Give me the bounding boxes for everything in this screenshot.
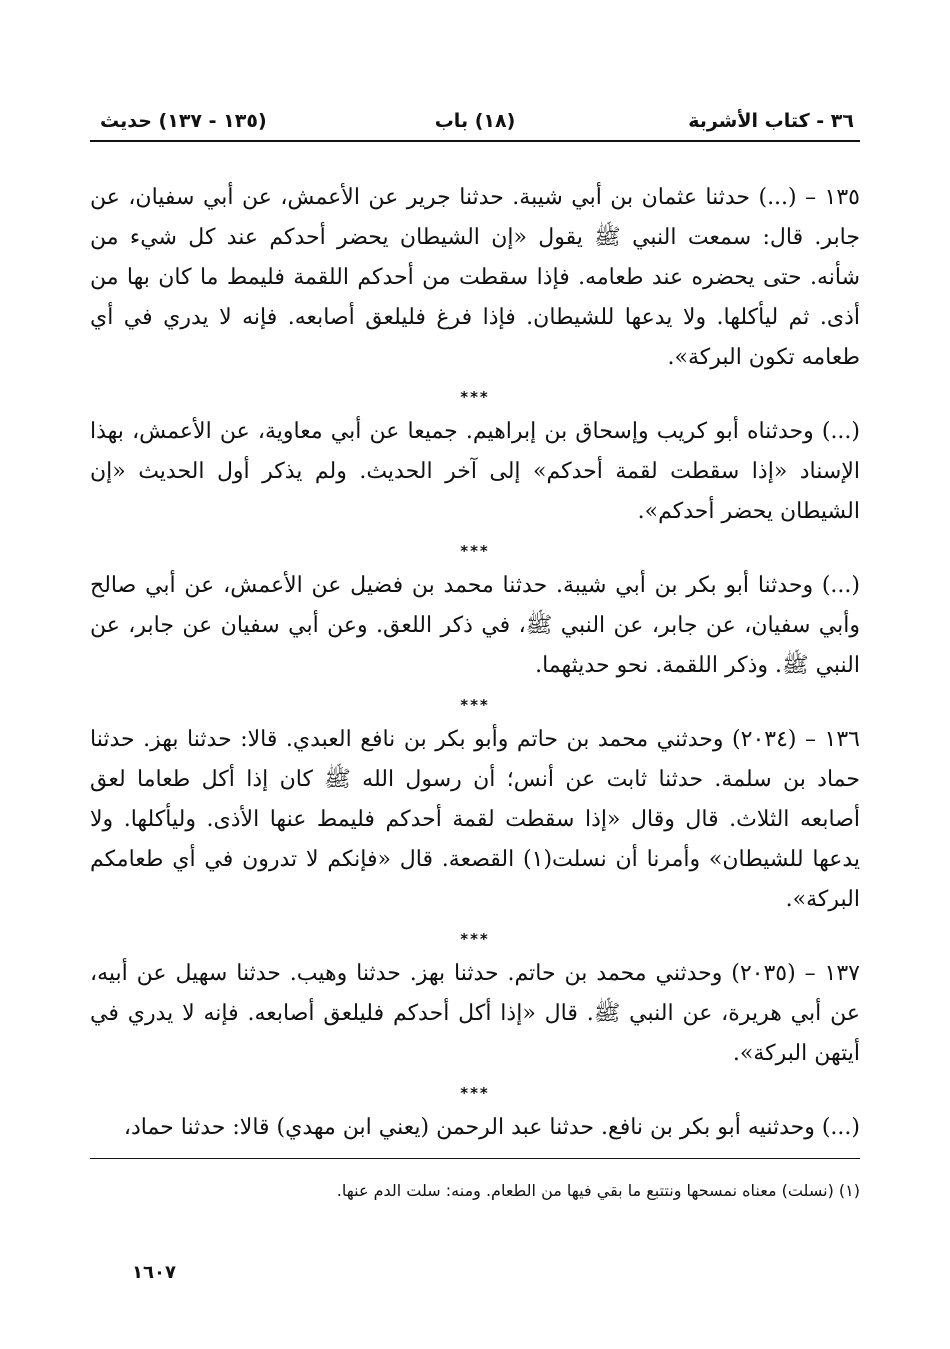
footnote: (١) (نسلت) معناه نمسحها ونتتبع ما بقي فيها من الطعام. ومنه: سلت الدم عنها. — [336, 1181, 860, 1200]
section-separator: *** — [460, 542, 490, 560]
main-text — [90, 178, 860, 1148]
hadith-paragraph: ١٣٥ – (...) حدثنا عثمان بن أبي شيبة. حدثنا جرير عن الأعمش، عن أبي سفيان، عن جابر. قال: سمعت النبي ﷺ يقول «إن الشيطان يحضر أحدكم عند كل شيء من شأنه. حتى يحضره عند طعامه. فإذا سقطت من أحدكم اللقمة فليمط ما كان بها من أذى. ثم ليأكلها. ولا يدعها للشيطان. فإذا فرغ فليلعق أصابعه. فإنه لا يدري في أي طعامه تكون البركة». — [90, 185, 860, 370]
section-separator: *** — [460, 388, 490, 406]
hadith-range: (١٣٥ - ١٣٧) حديث — [100, 110, 267, 132]
hadith-paragraph: (...) وحدثنيه أبو بكر بن نافع. حدثنا عبد الرحمن (يعني ابن مهدي) قالا: حدثنا حماد، — [123, 1115, 860, 1140]
footnote-divider — [90, 1158, 860, 1159]
running-header — [90, 100, 860, 142]
hadith-paragraph: ١٣٦ – (٢٠٣٤) وحدثني محمد بن حاتم وأبو بكر بن نافع العبدي. قالا: حدثنا بهز. حدثنا حماد بن سلمة. حدثنا ثابت عن أنس؛ أن رسول الله ﷺ كان إذا أكل طعاما لعق أصابعه الثلاث. قال وقال «إذا سقطت لقمة أحدكم فليمط عنها الأذى. وليأكلها. ولا يدعها للشيطان» وأمرنا أن نسلت(١) القصعة. قال «فإنكم لا تدرون في أي طعامكم البركة». — [90, 727, 861, 912]
section-separator: *** — [460, 930, 490, 948]
hadith-paragraph: (...) وحدثناه أبو كريب وإسحاق بن إبراهيم. جميعا عن أبي معاوية، عن الأعمش، بهذا الإسناد «إذا سقطت لقمة أحدكم» إلى آخر الحديث. ولم يذكر أول الحديث «إن الشيطان يحضر أحدكم». — [90, 419, 861, 524]
chapter-label: (١٨) باب — [434, 110, 516, 132]
book-title: ٣٦ - كتاب الأشربة — [688, 110, 854, 132]
section-separator: *** — [460, 1084, 490, 1102]
page-number: ١٦٠٧ — [132, 1262, 176, 1283]
hadith-paragraph: (...) وحدثنا أبو بكر بن أبي شيبة. حدثنا محمد بن فضيل عن الأعمش، عن أبي صالح وأبي سفيان، عن جابر، عن النبي ﷺ، في ذكر اللعق. وعن أبي سفيان عن جابر، عن النبي ﷺ. وذكر اللقمة. نحو حديثهما. — [90, 573, 860, 678]
hadith-paragraph: ١٣٧ – (٢٠٣٥) وحدثني محمد بن حاتم. حدثنا بهز. حدثنا وهيب. حدثنا سهيل عن أبيه، عن أبي هريرة، عن النبي ﷺ. قال «إذا أكل أحدكم فليلعق أصابعه. فإنه لا يدري في أيتهن البركة». — [90, 961, 860, 1066]
document-page — [90, 100, 860, 1205]
section-separator: *** — [460, 696, 490, 714]
